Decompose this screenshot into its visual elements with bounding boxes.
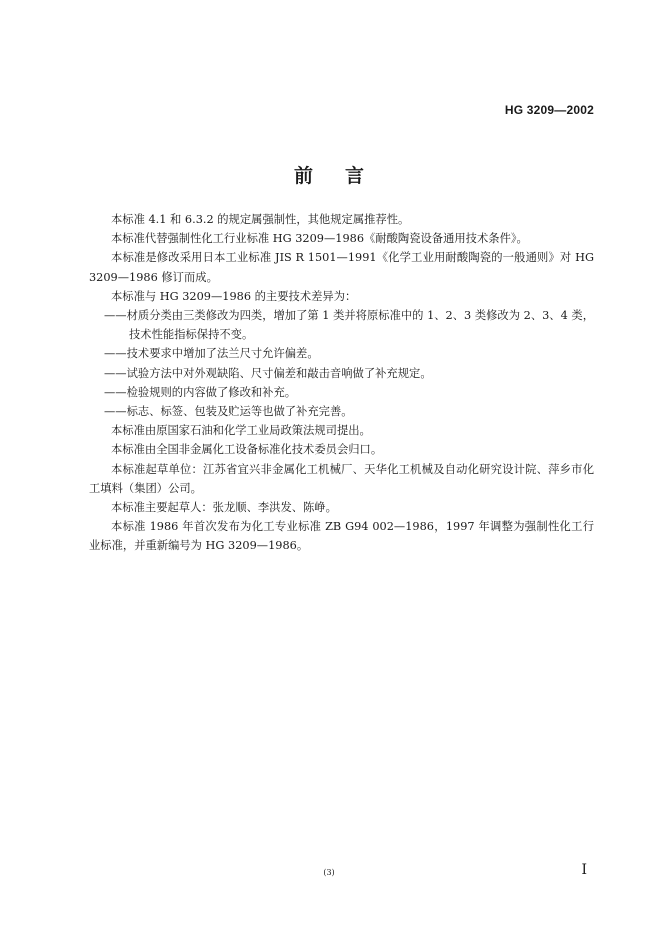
paragraph: 本标准与 HG 3209—1986 的主要技术差异为： — [111, 289, 357, 303]
paragraph: 本标准由全国非金属化工设备标准化技术委员会归口。 — [111, 443, 383, 457]
page-number: (3) — [323, 868, 335, 877]
list-item: ——检验规则的内容做了修改和补充。 — [104, 385, 297, 399]
document-body — [89, 210, 594, 556]
standard-code: HG 3209—2002 — [504, 103, 594, 117]
paragraph: 本标准是修改采用日本工业标准 JIS R 1501—1991《化学工业用耐酸陶瓷的一般通则》对 HG 3209—1986 修订而成。 — [89, 251, 594, 284]
roman-page-numeral: I — [581, 862, 587, 878]
list-item: ——材质分类由三类修改为四类，增加了第 1 类并将原标准中的 1、2、3 类修改为 2、3、4 类，技术性能指标保持不变。 — [104, 309, 594, 342]
paragraph: 本标准主要起草人：张龙顺、李洪发、陈峥。 — [111, 501, 337, 515]
paragraph: 本标准 4.1 和 6.3.2 的规定属强制性，其他规定属推荐性。 — [111, 213, 410, 226]
list-item: ——试验方法中对外观缺陷、尺寸偏差和敲击音响做了补充规定。 — [104, 366, 432, 380]
title-char: 言 — [345, 165, 365, 187]
page-title — [0, 161, 658, 188]
paragraph: 本标准代替强制性化工行业标准 HG 3209—1986《耐酸陶瓷设备通用技术条件》。 — [111, 232, 528, 246]
list-item: ——标志、标签、包装及贮运等也做了补充完善。 — [104, 405, 353, 419]
paragraph: 本标准 1986 年首次发布为化工专业标准 ZB G94 002—1986，1997 年调整为强制性化工行业标准，并重新编号为 HG 3209—1986。 — [89, 520, 594, 553]
list-item: ——技术要求中增加了法兰尺寸允许偏差。 — [104, 347, 319, 361]
title-char: 前 — [293, 165, 313, 187]
paragraph: 本标准起草单位：江苏省宜兴非金属化工机械厂、天华化工机械及自动化研究设计院、萍乡市化工填料（集团）公司。 — [89, 462, 594, 495]
paragraph: 本标准由原国家石油和化学工业局政策法规司提出。 — [111, 424, 371, 438]
